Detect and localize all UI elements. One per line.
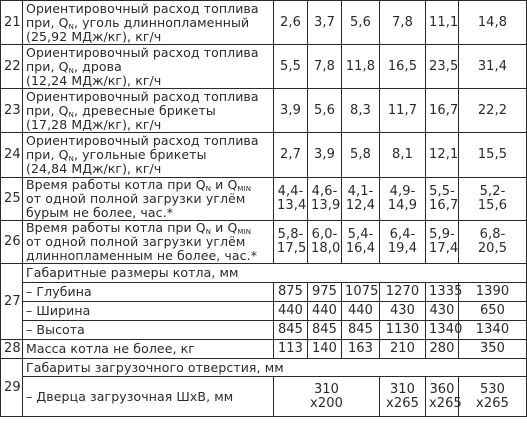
range-value-cell [274, 178, 308, 221]
value-cell: 845 [342, 321, 380, 340]
value-cell: 14,8 [459, 1, 527, 45]
range-max: 13,4 [277, 198, 307, 213]
table-row [1, 1, 527, 45]
parameter-description [23, 1, 274, 45]
parameter-description [23, 221, 274, 264]
table-row [1, 302, 527, 321]
text-line [26, 178, 270, 192]
row-number: 21 [1, 1, 23, 45]
table-row [1, 89, 527, 133]
table-row [1, 45, 527, 89]
text-fragment: при, Q [26, 14, 69, 30]
text-line: Ориентировочный расход топлива [26, 133, 259, 148]
value-cell: 1340 [459, 321, 527, 340]
value-cell: 5,8 [342, 133, 380, 178]
text-line [26, 148, 270, 162]
value-cell: 2,6 [274, 1, 308, 45]
subscript: N [68, 110, 74, 119]
range-min: 5,4- [347, 227, 374, 242]
value-cell: 31,4 [459, 45, 527, 89]
range-min: 4,1- [347, 184, 374, 199]
parameter-description: – Глубина [23, 283, 274, 302]
table-row [1, 377, 527, 417]
value-cell: 350 [459, 340, 527, 359]
table-row [1, 321, 527, 340]
value-cell: 7,8 [380, 1, 426, 45]
range-max: 12,4 [345, 198, 376, 213]
subscript: N [205, 228, 212, 236]
range-min: 5,2- [479, 184, 506, 199]
range-value-cell [380, 178, 426, 221]
subscript: N [68, 22, 74, 31]
text-fragment: при, Q [26, 58, 69, 74]
value-cell: 3,7 [308, 1, 342, 45]
value-cell: 875 [274, 283, 308, 302]
range-min: 5,8- [277, 227, 304, 242]
value-cell: 23,5 [426, 45, 459, 89]
text-fragment: , уголь длиннопламенный [73, 14, 250, 30]
value-cell: 975 [308, 283, 342, 302]
value-cell: 280 [426, 340, 459, 359]
row-number: 28 [1, 340, 23, 359]
text-fragment: , дрова [73, 58, 122, 74]
text-fragment: , угольные брикеты [73, 147, 207, 162]
range-min: 6,8- [479, 227, 506, 242]
value-cell: 5,6 [308, 89, 342, 133]
range-min: 6,0- [311, 227, 338, 242]
range-value-cell [459, 178, 527, 221]
text-line: (24,84 МДж/кг), кг/ч [26, 161, 162, 176]
value-cell: 15,5 [459, 133, 527, 178]
range-value-cell [308, 221, 342, 264]
range-value-cell [459, 221, 527, 264]
range-min: 5,9- [429, 227, 455, 242]
range-value-cell [342, 221, 380, 264]
text-line: Ориентировочный расход топлива [26, 0, 259, 16]
text-line: Ориентировочный расход топлива [26, 88, 259, 104]
value-cell: 16,5 [380, 45, 426, 89]
value-cell: 7,8 [308, 45, 342, 89]
range-max: 19,4 [387, 241, 418, 256]
value-cell: 430 [426, 302, 459, 321]
text-fragment: и Q [211, 177, 238, 192]
range-min: 6,4- [389, 227, 416, 242]
text-line: от одной полной загрузки углём [26, 191, 246, 206]
table-row [1, 178, 527, 221]
table-row [1, 221, 527, 264]
value-cell: 440 [308, 302, 342, 321]
row-number: 29 [1, 359, 23, 417]
table-row [1, 283, 527, 302]
dimension-height: х200 [310, 395, 343, 411]
text-fragment: и Q [211, 220, 238, 235]
text-fragment: Время работы котла при Q [26, 220, 206, 235]
row-number: 22 [1, 45, 23, 89]
range-max: 16,4 [345, 241, 376, 256]
value-cell [426, 377, 462, 417]
parameter-description [23, 133, 274, 178]
value-cell: 11,8 [342, 45, 380, 89]
range-max: 13,9 [311, 198, 341, 213]
subscript: MIN [237, 228, 252, 236]
table-row [1, 340, 527, 359]
parameter-description: – Высота [23, 321, 274, 340]
range-min: 4,9- [389, 184, 416, 199]
text-line: (25,92 МДж/кг), кг/ч [26, 28, 162, 44]
dimension-width: 310 [389, 381, 416, 397]
dimension-height: х265 [476, 395, 509, 411]
dimension-height: х265 [429, 395, 462, 411]
range-value-cell [426, 221, 459, 264]
value-cell: 845 [308, 321, 342, 340]
range-max: 17,4 [429, 241, 459, 256]
range-max: 16,7 [429, 198, 459, 213]
value-cell: 11,7 [380, 89, 426, 133]
range-min: 4,4- [277, 184, 304, 199]
value-cell: 650 [459, 302, 527, 321]
text-line: (12,24 МДж/кг), кг/ч [26, 72, 162, 88]
text-fragment: при, Q [26, 147, 69, 162]
table-row [1, 133, 527, 178]
text-fragment: при, Q [26, 102, 69, 118]
text-line [26, 60, 270, 74]
text-fragment: , древесные брикеты [73, 102, 216, 118]
parameter-description: – Дверца загрузочная ШхВ, мм [23, 377, 274, 417]
section-header: Габариты загрузочного отверстия, мм [23, 359, 527, 377]
text-line: бурым не более, час.* [26, 205, 174, 220]
subscript: N [68, 155, 74, 163]
value-cell: 8,1 [380, 133, 426, 178]
value-cell: 5,6 [342, 1, 380, 45]
range-value-cell [426, 178, 459, 221]
row-number: 26 [1, 221, 23, 264]
value-cell: 16,7 [426, 89, 459, 133]
table-row [1, 359, 527, 377]
dimension-width: 530 [479, 381, 506, 397]
range-max: 14,9 [387, 198, 418, 213]
value-cell: 113 [274, 340, 308, 359]
value-cell [459, 377, 527, 417]
value-cell: 3,9 [274, 89, 308, 133]
range-value-cell [308, 178, 342, 221]
text-fragment: Время работы котла при Q [26, 177, 206, 192]
range-value-cell [380, 221, 426, 264]
table-row [1, 264, 527, 283]
text-line: длиннопламенным не более, час.* [26, 248, 258, 263]
text-line [26, 16, 270, 30]
merged-value-cell [274, 377, 380, 417]
value-cell: 5,5 [274, 45, 308, 89]
value-cell [380, 377, 426, 417]
value-cell: 440 [274, 302, 308, 321]
range-max: 17,5 [277, 241, 307, 256]
parameter-description [23, 45, 274, 89]
value-cell: 1130 [380, 321, 426, 340]
value-cell: 430 [380, 302, 426, 321]
range-min: 5,5- [429, 184, 455, 199]
value-cell: 1075 [342, 283, 380, 302]
value-cell: 210 [380, 340, 426, 359]
subscript: N [68, 66, 74, 75]
parameter-description: Масса котла не более, кг [23, 340, 274, 359]
value-cell: 1270 [380, 283, 426, 302]
value-cell: 440 [342, 302, 380, 321]
subscript: N [205, 185, 212, 193]
range-max: 20,5 [477, 241, 508, 256]
row-number: 27 [1, 264, 23, 340]
value-cell: 11,1 [426, 1, 459, 45]
value-cell: 140 [308, 340, 342, 359]
parameter-description [23, 178, 274, 221]
value-cell: 1340 [426, 321, 459, 340]
text-line: (17,28 МДж/кг), кг/ч [26, 116, 162, 132]
value-cell: 1390 [459, 283, 527, 302]
range-max: 15,6 [477, 198, 508, 213]
value-cell: 163 [342, 340, 380, 359]
section-header: Габаритные размеры котла, мм [23, 264, 527, 283]
value-cell: 22,2 [459, 89, 527, 133]
table-body [1, 1, 527, 417]
parameter-description [23, 89, 274, 133]
value-cell: 1335 [426, 283, 459, 302]
text-line: Ориентировочный расход топлива [26, 44, 259, 60]
range-min: 4,6- [311, 184, 338, 199]
value-cell: 12,1 [426, 133, 459, 178]
subscript: MIN [237, 185, 252, 193]
row-number: 25 [1, 178, 23, 221]
dimension-width: 360 [429, 381, 455, 397]
value-cell: 845 [274, 321, 308, 340]
range-value-cell [274, 221, 308, 264]
text-line: от одной полной загрузки углём [26, 234, 246, 249]
dimension-width: 310 [313, 381, 340, 397]
value-cell: 2,7 [274, 133, 308, 178]
range-max: 18,0 [311, 241, 341, 256]
row-number: 23 [1, 89, 23, 133]
text-line [26, 221, 270, 235]
parameter-description: – Ширина [23, 302, 274, 321]
range-value-cell [342, 178, 380, 221]
row-number: 24 [1, 133, 23, 178]
value-cell: 8,3 [342, 89, 380, 133]
text-line [26, 104, 270, 118]
dimension-height: х265 [386, 395, 419, 411]
value-cell: 3,9 [308, 133, 342, 178]
